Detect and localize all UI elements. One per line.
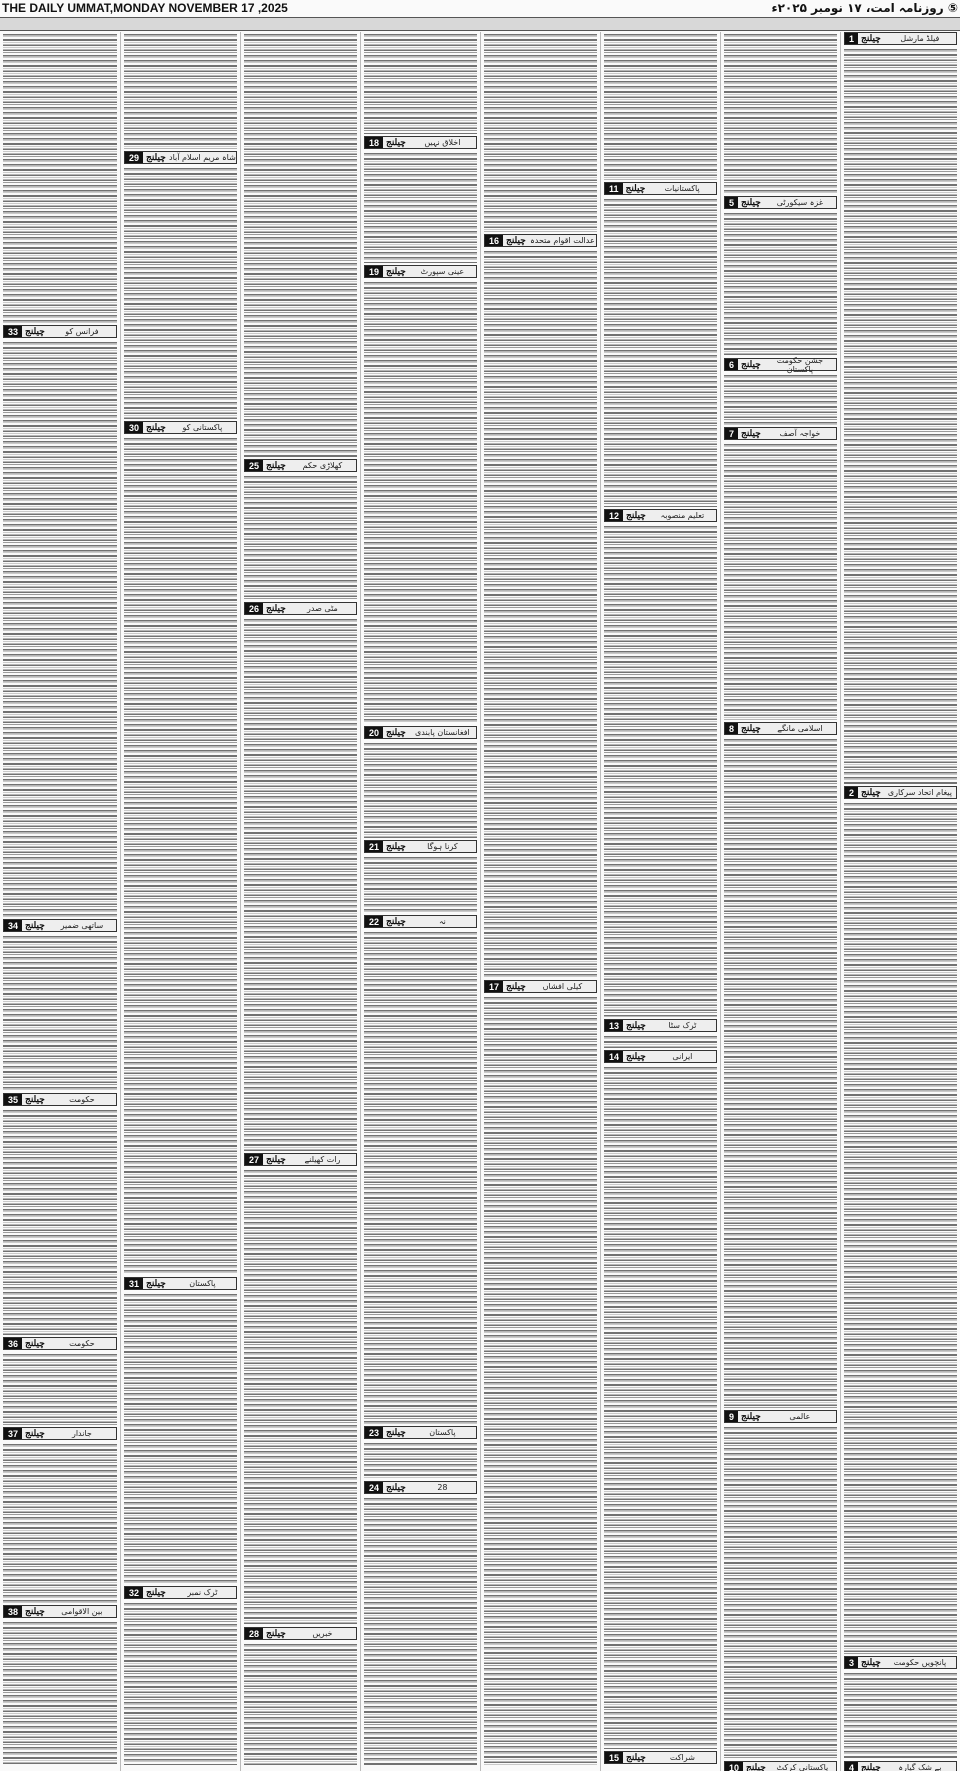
section-header bbox=[124, 1277, 237, 1290]
column-4 bbox=[480, 32, 600, 1771]
article-text bbox=[244, 619, 357, 1151]
section-number: 6 bbox=[725, 359, 738, 370]
section-title: حکومت bbox=[69, 1339, 95, 1348]
section-label: چیلنج bbox=[146, 1278, 166, 1288]
section-label: چیلنج bbox=[741, 359, 761, 369]
section-title: غزہ سیکورٹی bbox=[776, 198, 824, 207]
section-label: چیلنج bbox=[25, 920, 45, 930]
section-title: پاکستان bbox=[189, 1279, 216, 1288]
section-number: 27 bbox=[245, 1154, 263, 1165]
section-label: چیلنج bbox=[386, 266, 406, 276]
section-number: 33 bbox=[4, 326, 22, 337]
section-number: 15 bbox=[605, 1752, 623, 1763]
section-title: اخلاق نہیں bbox=[424, 138, 461, 147]
section-title: پاکستانیات bbox=[664, 184, 700, 193]
section-header bbox=[3, 325, 117, 338]
section-title: بے شک گیارہ bbox=[898, 1763, 942, 1771]
section-header bbox=[364, 265, 477, 278]
article-text bbox=[244, 1170, 357, 1625]
article-text bbox=[3, 342, 117, 917]
article-text bbox=[604, 199, 717, 507]
section-title: فرانس کو bbox=[65, 327, 99, 336]
column-3 bbox=[600, 32, 720, 1771]
section-number: 12 bbox=[605, 510, 623, 521]
section-header bbox=[3, 1093, 117, 1106]
section-header bbox=[3, 1427, 117, 1440]
article-text bbox=[364, 1443, 477, 1479]
section-title: ٹرک نمبر bbox=[187, 1588, 218, 1597]
article-text bbox=[724, 213, 837, 356]
section-header bbox=[484, 980, 597, 993]
section-number: 32 bbox=[125, 1587, 143, 1598]
section-number: 11 bbox=[605, 183, 623, 194]
section-title: جشن حکومت پاکستان bbox=[776, 355, 824, 374]
section-number: 25 bbox=[245, 460, 263, 471]
column-7 bbox=[120, 32, 240, 1771]
section-number: 18 bbox=[365, 137, 383, 148]
article-text bbox=[364, 1498, 477, 1765]
article-text bbox=[124, 438, 237, 1275]
section-header bbox=[364, 136, 477, 149]
section-header bbox=[124, 1586, 237, 1599]
section-header bbox=[844, 32, 957, 45]
section-number: 13 bbox=[605, 1020, 623, 1031]
article-text bbox=[124, 1294, 237, 1584]
section-header bbox=[724, 1761, 837, 1771]
article-text bbox=[484, 34, 597, 232]
article-text bbox=[3, 1444, 117, 1603]
section-title: پاکستانی کو bbox=[182, 423, 223, 432]
section-label: چیلنج bbox=[625, 183, 646, 193]
section-label: چیلنج bbox=[25, 326, 45, 336]
section-label: چیلنج bbox=[25, 1094, 45, 1104]
column-2 bbox=[720, 32, 840, 1771]
section-title: بین الاقوامی bbox=[61, 1607, 103, 1616]
section-number: 30 bbox=[125, 422, 143, 433]
section-number: 38 bbox=[4, 1606, 22, 1617]
section-header bbox=[484, 234, 597, 247]
section-header bbox=[244, 459, 357, 472]
section-title: 28 bbox=[437, 1483, 448, 1492]
section-title: حکومت bbox=[69, 1095, 95, 1104]
article-text bbox=[124, 168, 237, 419]
section-number: 36 bbox=[4, 1338, 22, 1349]
section-number: 7 bbox=[725, 428, 738, 439]
section-label: چیلنج bbox=[25, 1606, 45, 1616]
columns bbox=[0, 32, 960, 1771]
article-text bbox=[724, 34, 837, 194]
article-text bbox=[364, 932, 477, 1424]
section-label: چیلنج bbox=[386, 1427, 406, 1437]
section-label: چیلنج bbox=[146, 1587, 166, 1597]
article-text bbox=[244, 1644, 357, 1765]
section-number: 19 bbox=[365, 266, 383, 277]
article-text bbox=[244, 476, 357, 600]
section-label: چیلنج bbox=[386, 137, 406, 147]
section-header bbox=[124, 151, 237, 164]
section-label: چیلنج bbox=[861, 1657, 881, 1667]
section-header bbox=[844, 786, 957, 799]
section-label: چیلنج bbox=[266, 1628, 286, 1638]
article-text bbox=[604, 526, 717, 1017]
article-text bbox=[484, 251, 597, 978]
section-number: 26 bbox=[245, 603, 263, 614]
section-number: 16 bbox=[485, 235, 503, 246]
section-number: 22 bbox=[365, 916, 383, 927]
column-8 bbox=[0, 32, 120, 1771]
article-text bbox=[3, 936, 117, 1091]
article-text bbox=[364, 857, 477, 913]
section-label: چیلنج bbox=[266, 1154, 286, 1164]
section-number: 17 bbox=[485, 981, 503, 992]
article-text bbox=[844, 49, 957, 784]
section-header bbox=[604, 509, 717, 522]
section-label: چیلنج bbox=[861, 33, 881, 43]
section-title: عدالت اقوام متحدہ bbox=[530, 236, 595, 245]
section-title: جاندار bbox=[71, 1429, 92, 1438]
section-number: 23 bbox=[365, 1427, 383, 1438]
section-label: چیلنج bbox=[746, 1762, 766, 1771]
section-header bbox=[604, 182, 717, 195]
section-number: 31 bbox=[125, 1278, 143, 1289]
section-label: چیلنج bbox=[386, 841, 406, 851]
section-label: چیلنج bbox=[506, 235, 526, 245]
section-header bbox=[844, 1656, 957, 1669]
section-title: مٹی صدر bbox=[307, 604, 338, 613]
section-number: 28 bbox=[245, 1628, 263, 1639]
section-label: چیلنج bbox=[626, 1752, 646, 1762]
section-label: چیلنج bbox=[741, 1411, 761, 1421]
article-text bbox=[604, 1036, 717, 1048]
section-number: 20 bbox=[365, 727, 383, 738]
section-number: 2 bbox=[845, 787, 858, 798]
article-text bbox=[124, 34, 237, 149]
section-title: کیلی افشاں bbox=[542, 982, 583, 991]
section-title: نہ bbox=[438, 917, 446, 926]
section-header bbox=[244, 602, 357, 615]
section-label: چیلنج bbox=[25, 1428, 45, 1438]
article-text bbox=[604, 34, 717, 180]
article-text bbox=[3, 1354, 117, 1425]
column-6 bbox=[240, 32, 360, 1771]
article-text bbox=[484, 997, 597, 1765]
section-title: فیلڈ مارشل bbox=[900, 34, 940, 43]
section-header bbox=[364, 726, 477, 739]
section-label: چیلنج bbox=[386, 1482, 406, 1492]
article-text bbox=[364, 282, 477, 724]
masthead-rule bbox=[0, 17, 960, 31]
section-title: ساتھی ضمیر bbox=[60, 921, 104, 930]
section-header bbox=[604, 1751, 717, 1764]
section-header bbox=[244, 1153, 357, 1166]
section-header bbox=[724, 1410, 837, 1423]
section-title: شراکت bbox=[669, 1753, 695, 1762]
article-text bbox=[604, 1067, 717, 1749]
section-label: چیلنج bbox=[861, 1762, 881, 1771]
section-title: اسلامی مانگے bbox=[777, 724, 823, 733]
section-header bbox=[604, 1019, 717, 1032]
section-number: 8 bbox=[725, 723, 738, 734]
section-number: 3 bbox=[845, 1657, 858, 1668]
section-header bbox=[724, 722, 837, 735]
section-header bbox=[3, 1337, 117, 1350]
section-label: چیلنج bbox=[266, 603, 286, 613]
article-text bbox=[3, 1110, 117, 1335]
section-title: کرنا ہوگا bbox=[427, 842, 458, 851]
section-title: خبریں bbox=[312, 1629, 333, 1638]
section-label: چیلنج bbox=[626, 510, 646, 520]
section-label: چیلنج bbox=[386, 727, 406, 737]
section-title: پاکستانی کرکٹ bbox=[776, 1763, 829, 1771]
section-title: پیغام اتحاد سرکاری bbox=[887, 788, 952, 797]
section-label: چیلنج bbox=[861, 787, 881, 797]
section-label: چیلنج bbox=[25, 1338, 45, 1348]
section-number: 37 bbox=[4, 1428, 22, 1439]
section-number: 9 bbox=[725, 1411, 738, 1422]
section-label: چیلنج bbox=[146, 152, 166, 162]
section-number: 24 bbox=[365, 1482, 383, 1493]
section-title: تعلیم منصوبہ bbox=[660, 511, 705, 520]
section-title: عینی سپورٹ bbox=[420, 267, 465, 276]
section-title: رات کھیلنے bbox=[304, 1155, 341, 1164]
section-title: خواجہ آصف bbox=[779, 429, 821, 438]
section-number: 5 bbox=[725, 197, 738, 208]
article-text bbox=[3, 34, 117, 323]
section-header bbox=[844, 1761, 957, 1771]
section-title: عالمی bbox=[789, 1412, 811, 1421]
section-title: پاکستان bbox=[429, 1428, 456, 1437]
article-text bbox=[364, 34, 477, 134]
section-title: ٹرک سٹا bbox=[668, 1021, 697, 1030]
section-number: 10 bbox=[725, 1762, 743, 1771]
section-number: 29 bbox=[125, 152, 143, 163]
article-text bbox=[724, 375, 837, 425]
column-5 bbox=[360, 32, 480, 1771]
masthead-english: THE DAILY UMMAT,MONDAY NOVEMBER 17 ,2025 bbox=[2, 1, 288, 15]
article-text bbox=[3, 1622, 117, 1765]
masthead bbox=[0, 0, 960, 16]
section-title: افغانستان پابندی bbox=[415, 728, 470, 737]
article-text bbox=[724, 1427, 837, 1759]
section-header bbox=[364, 1481, 477, 1494]
section-header bbox=[364, 840, 477, 853]
section-header bbox=[724, 355, 837, 374]
section-header bbox=[124, 421, 237, 434]
section-header bbox=[724, 427, 837, 440]
section-title: شاہ مریم اسلام آباد bbox=[169, 153, 236, 162]
section-label: چیلنج bbox=[386, 916, 406, 926]
section-title: ایرانی bbox=[672, 1052, 693, 1061]
section-number: 35 bbox=[4, 1094, 22, 1105]
article-text bbox=[844, 1673, 957, 1759]
article-text bbox=[244, 34, 357, 457]
section-label: چیلنج bbox=[506, 981, 526, 991]
section-header bbox=[3, 1605, 117, 1618]
section-title: کھلاڑی حکم bbox=[302, 461, 343, 470]
section-header bbox=[364, 1426, 477, 1439]
column-1 bbox=[840, 32, 960, 1771]
article-text bbox=[364, 153, 477, 263]
article-text bbox=[724, 444, 837, 720]
section-label: چیلنج bbox=[741, 197, 761, 207]
section-label: چیلنج bbox=[146, 422, 166, 432]
article-text bbox=[124, 1603, 237, 1765]
section-number: 21 bbox=[365, 841, 383, 852]
section-label: چیلنج bbox=[626, 1051, 646, 1061]
section-header bbox=[3, 919, 117, 932]
article-text bbox=[844, 803, 957, 1654]
section-label: چیلنج bbox=[266, 460, 286, 470]
section-label: چیلنج bbox=[741, 723, 761, 733]
section-number: 4 bbox=[845, 1762, 858, 1771]
section-number: 1 bbox=[845, 33, 858, 44]
section-header bbox=[364, 915, 477, 928]
section-header bbox=[724, 196, 837, 209]
section-header bbox=[244, 1627, 357, 1640]
section-label: چیلنج bbox=[741, 428, 761, 438]
article-text bbox=[724, 739, 837, 1408]
section-number: 34 bbox=[4, 920, 22, 931]
article-text bbox=[364, 743, 477, 838]
masthead-urdu: ⑤ روزنامہ امت، ۱۷ نومبر ۲۰۲۵ء bbox=[771, 1, 958, 15]
section-label: چیلنج bbox=[626, 1020, 646, 1030]
section-number: 14 bbox=[605, 1051, 623, 1062]
section-header bbox=[604, 1050, 717, 1063]
section-title: پانچویں حکومت bbox=[893, 1658, 947, 1667]
